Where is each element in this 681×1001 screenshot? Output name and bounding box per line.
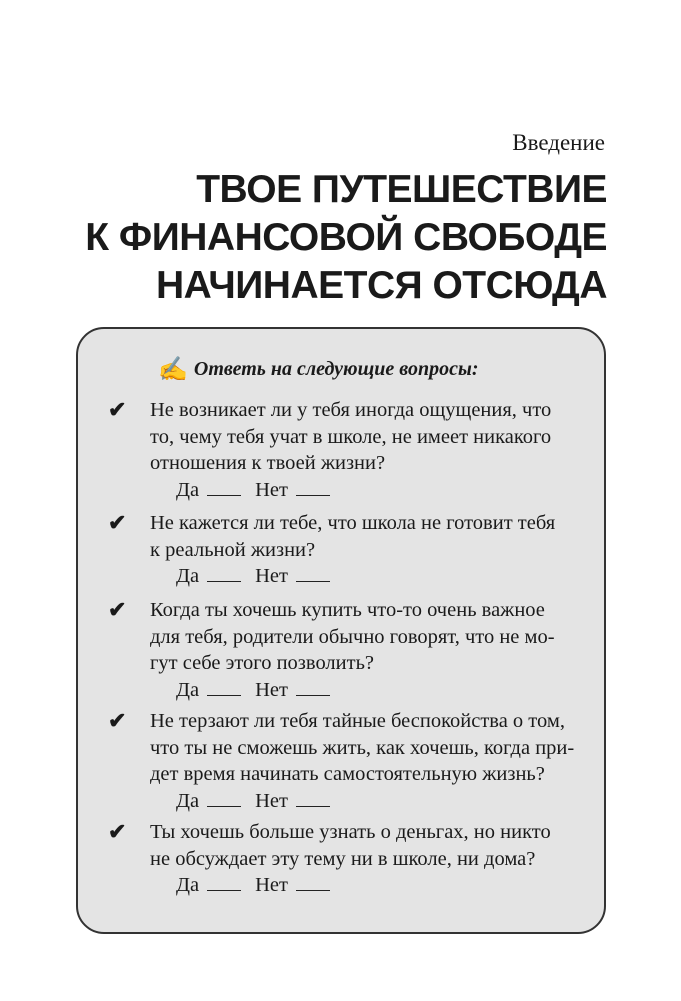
no-label: Нет xyxy=(255,565,288,587)
checkmark-icon: ✔ xyxy=(108,708,127,733)
question-line: к реальной жизни? xyxy=(150,538,316,561)
no-blank[interactable] xyxy=(296,580,330,582)
section-label: Введение xyxy=(512,130,605,155)
no-blank[interactable] xyxy=(296,805,330,807)
question-item xyxy=(108,397,588,503)
question-line: то, чему тебя учат в школе, не имеет никакого xyxy=(150,425,552,448)
question-text xyxy=(150,597,588,677)
question-line: Не возникает ли у тебя иногда ощущения, что xyxy=(150,399,552,421)
answer-row xyxy=(176,788,588,815)
yes-blank[interactable] xyxy=(207,889,241,891)
question-line: Не терзают ли тебя тайные беспокойства о том, xyxy=(150,710,565,732)
question-item xyxy=(108,708,588,814)
checkmark-icon: ✔ xyxy=(108,819,127,844)
question-line: Ты хочешь больше узнать о деньгах, но никто xyxy=(150,821,551,843)
question-text xyxy=(150,397,588,477)
title-line: НАЧИНАЕТСЯ ОТСЮДА xyxy=(155,264,607,307)
question-line: гут себе этого позволить? xyxy=(150,652,375,674)
checkmark-icon: ✔ xyxy=(108,397,127,422)
no-label: Нет xyxy=(255,874,288,896)
checkmark-icon: ✔ xyxy=(108,597,127,622)
yes-blank[interactable] xyxy=(207,694,241,696)
yes-label: Да xyxy=(176,478,200,501)
yes-blank[interactable] xyxy=(207,805,241,807)
question-line: дет время начинать самостоятельную жизнь? xyxy=(150,763,545,785)
question-line: что ты не сможешь жить, как хочешь, когда при- xyxy=(150,736,575,759)
no-blank[interactable] xyxy=(296,494,330,496)
box-heading xyxy=(158,355,479,384)
answer-row xyxy=(176,563,588,590)
question-text xyxy=(150,819,588,872)
question-line: отношения к твоей жизни? xyxy=(150,452,386,474)
yes-blank[interactable] xyxy=(207,580,241,582)
yes-label: Да xyxy=(176,565,200,587)
no-blank[interactable] xyxy=(296,889,330,891)
yes-label: Да xyxy=(176,874,200,896)
title-line: К ФИНАНСОВОЙ СВОБОДЕ xyxy=(85,216,607,259)
page-title xyxy=(85,166,607,310)
questions-box xyxy=(76,327,606,934)
checkmark-icon: ✔ xyxy=(108,510,127,535)
no-label: Нет xyxy=(255,678,288,701)
yes-label: Да xyxy=(176,789,200,812)
question-text xyxy=(150,708,588,788)
answer-row xyxy=(176,872,588,899)
heading-text: Ответь на следующие вопросы: xyxy=(193,358,479,380)
yes-label: Да xyxy=(176,678,200,701)
writing-hand-icon: ✍ xyxy=(158,357,188,383)
question-item xyxy=(108,819,588,899)
yes-blank[interactable] xyxy=(207,494,241,496)
no-label: Нет xyxy=(255,478,288,501)
question-line: Не кажется ли тебе, что школа не готовит тебя xyxy=(150,512,556,534)
answer-row xyxy=(176,677,588,704)
question-line: для тебя, родители обычно говорят, что не мо- xyxy=(150,625,555,648)
no-blank[interactable] xyxy=(296,694,330,696)
answer-row xyxy=(176,477,588,504)
question-line: Когда ты хочешь купить что-то очень важное xyxy=(150,599,545,621)
question-item xyxy=(108,597,588,703)
question-item xyxy=(108,510,588,590)
title-line: ТВОЕ ПУТЕШЕСТВИЕ xyxy=(196,168,607,211)
question-line: не обсуждает эту тему ни в школе, ни дома? xyxy=(150,847,536,870)
no-label: Нет xyxy=(255,789,288,812)
question-text xyxy=(150,510,588,563)
